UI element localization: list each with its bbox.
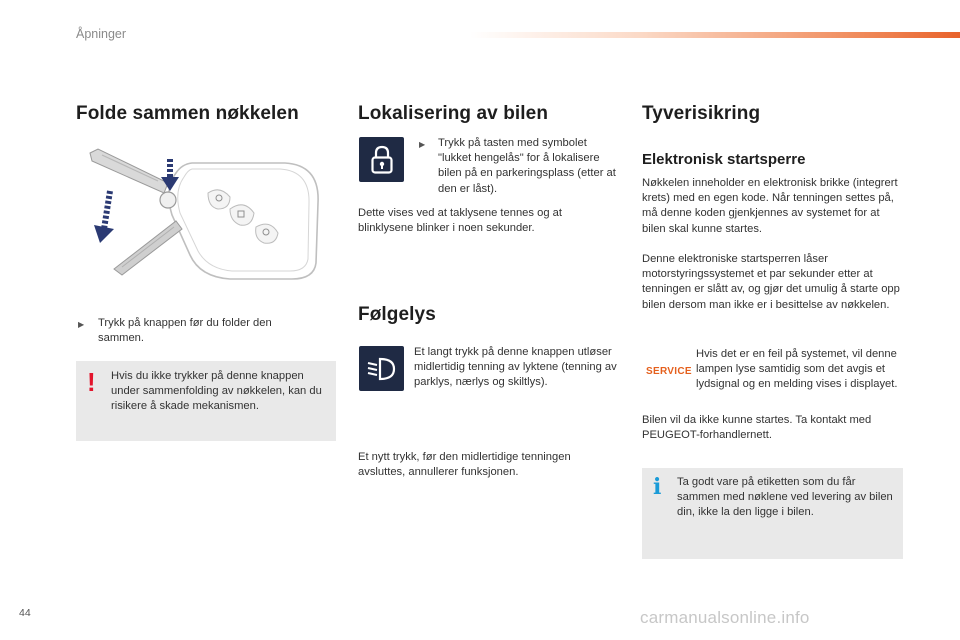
service-warning-icon: SERVICE bbox=[646, 366, 692, 377]
padlock-button-icon bbox=[359, 137, 404, 182]
watermark: carmanualsonline.info bbox=[640, 608, 810, 627]
fold-key-instruction: Trykk på knappen før du folder den sammen. bbox=[98, 317, 272, 345]
follow-me-description: Et langt trykk på denne knappen utløser midlertidig tenning av lyktene (tenning av parklys, nærlys og skiltlys). bbox=[414, 346, 617, 389]
warning-exclamation-icon: ! bbox=[87, 367, 96, 397]
immobiliser-text-2: Denne elektroniske startsperren låser motorstyringssystemet et par sekunder etter at tenningen er slått av, og gjør det umulig å starte opp bilen dersom man ikke er i besittelse av nøkkelen. bbox=[642, 253, 900, 311]
info-text: Ta godt vare på etiketten som du får sammen med nøklene ved levering av bilen din, ikke la den ligge i bilen. bbox=[677, 476, 893, 519]
anti-theft-heading: Tyverisikring bbox=[642, 103, 761, 124]
service-warning-text: Hvis det er en feil på systemet, vil denne lampen lyse samtidig som det avgis et lydsignal og en melding vises i displayet. bbox=[696, 348, 898, 391]
fold-arrow-icon bbox=[94, 191, 114, 243]
locate-car-description: Dette vises ved at taklysene tennes og at blinklysene blinker i noen sekunder. bbox=[358, 207, 562, 235]
page-number: 44 bbox=[19, 607, 31, 619]
follow-me-cancel: Et nytt trykk, før den midlertidige tenningen avsluttes, annullerer funksjonen. bbox=[358, 451, 571, 479]
padlock-icon bbox=[368, 144, 396, 176]
info-icon: i bbox=[653, 474, 662, 500]
header-accent-rule bbox=[470, 32, 960, 38]
immobiliser-subheading: Elektronisk startsperre bbox=[642, 151, 806, 168]
section-title: Åpninger bbox=[76, 27, 127, 41]
locate-car-instruction: Trykk på tasten med symbolet "lukket hengelås" for å lokalisere bilen på en parkeringsplass (etter at den er låst). bbox=[438, 137, 616, 195]
info-box bbox=[642, 468, 903, 559]
dealer-contact-text: Bilen vil da ikke kunne startes. Ta kontakt med PEUGEOT-forhandlernett. bbox=[642, 414, 872, 442]
bullet-arrow-icon: ▶ bbox=[78, 320, 85, 329]
warning-box bbox=[76, 361, 336, 441]
immobiliser-text-1: Nøkkelen inneholder en elektronisk brikke (integrert krets) med en egen kode. Når tenningen settes på, må denne koden gjenkjennes av systemet for at bilen skal kunne startes. bbox=[642, 177, 898, 235]
headlamp-icon bbox=[366, 356, 398, 382]
warning-text: Hvis du ikke trykker på denne knappen under sammenfolding av nøkkelen, kan du risikere å skade mekanismen. bbox=[111, 370, 322, 413]
bullet-arrow-icon: ▶ bbox=[419, 140, 426, 149]
key-fold-illustration bbox=[80, 145, 330, 285]
fold-key-heading: Folde sammen nøkkelen bbox=[76, 103, 299, 124]
follow-me-heading: Følgelys bbox=[358, 304, 436, 325]
key-illustration-svg bbox=[80, 145, 330, 285]
locate-car-heading: Lokalisering av bilen bbox=[358, 103, 549, 124]
headlamp-button-icon bbox=[359, 346, 404, 391]
